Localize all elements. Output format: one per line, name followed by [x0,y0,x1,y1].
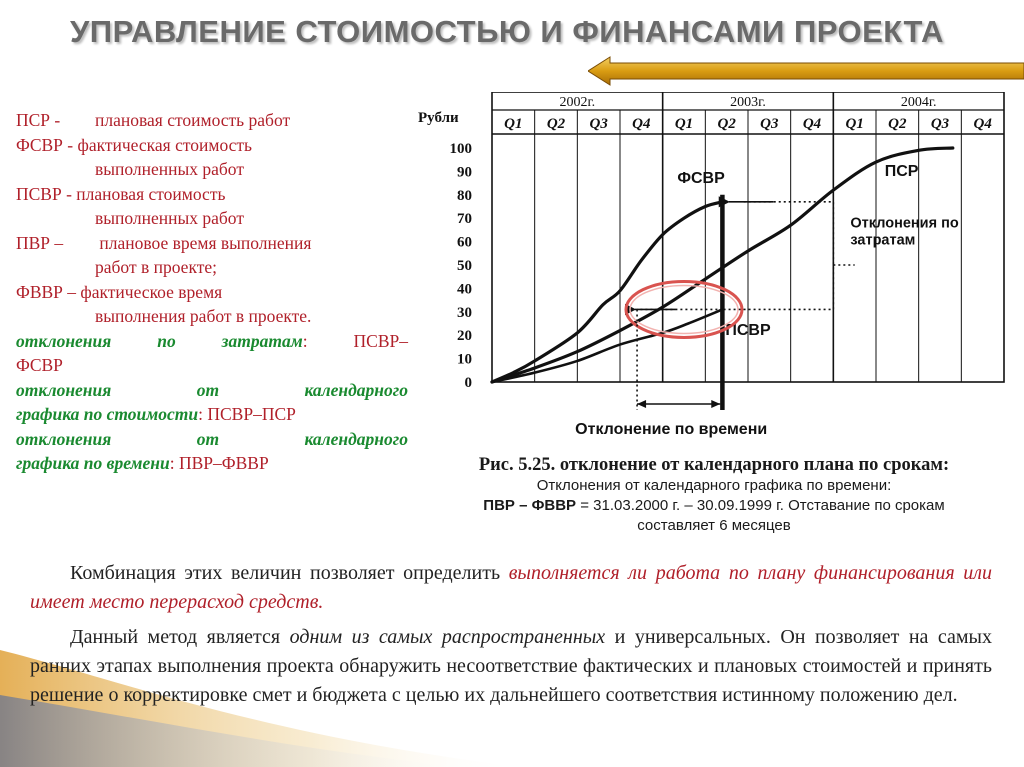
year-label: 2004г. [900,95,937,110]
year-label: 2002г. [559,95,596,110]
dev-sched-time-formula: : ПВР–ФВВР [169,453,269,473]
y-tick-label: 30 [457,304,472,321]
psvr-text-cont: выполненных работ [95,208,244,228]
slide-title: УПРАВЛЕНИЕ СТОИМОСТЬЮ И ФИНАНСАМИ ПРОЕКТА [70,14,944,49]
caption-line-1: Отклонения от календарного графика по времени: [536,477,892,494]
quarter-label: Q3 [930,116,950,132]
figure-title: отклонение от календарного плана по срокам: [559,455,950,475]
quarter-label: Q1 [674,116,694,132]
dev-cost-formula: : ПСВР– [302,330,408,351]
dev-sched-cost-label-cont: графика по стоимости [16,404,199,424]
caption-line-2: = 31.03.2000 г. – 30.09.1999 г. Отставание по срокам [576,497,945,514]
y-tick-label: 10 [457,351,472,368]
quarter-label: Q2 [546,116,566,132]
pvr-text: плановое время выполнения [95,232,312,253]
quarter-label: Q4 [632,116,651,132]
series-label: ПСР [884,163,919,181]
figure-caption [412,455,1016,536]
y-tick-label: 60 [457,234,472,251]
fvvr-text: фактическое время [80,281,223,302]
y-axis-label: Рубли [418,110,459,126]
paragraph-1-text: Комбинация этих величин позволяет определить [70,562,509,584]
fsvr-text: фактическая стоимость [77,134,253,155]
y-tick-label: 20 [457,328,472,345]
quarter-label: Q1 [845,116,864,132]
paragraph-1 [30,559,992,617]
time-deviation-arrowhead-right [711,400,720,408]
definitions-list [16,108,408,476]
y-tick-label: 0 [464,375,472,391]
time-deviation-arrowhead-left [637,400,646,408]
dev-sched-cost-formula: : ПСВР–ПСР [198,404,296,424]
paragraph-1-emphasis: выполняется ли работа по плану финансирования или имеет место перерасход средств. [30,562,992,613]
dev-sched-time-label-cont: графика по времени [16,453,170,473]
quarter-label: Q1 [504,116,523,132]
dev-cost-formula-cont: ФСВР [16,355,63,375]
quarter-label: Q2 [888,116,907,132]
dev-sched-time-label: отклонения от календарного [16,428,408,449]
paragraph-2-text-b: и универсальных. Он позволяет на самых ранних этапах выполнения проекта обнаружить несоответствие фактических и плановых стоимостей и принять решение о корректировке смет и бюджета с целью их дальнейшего соответствия истинному положению дел. [30,626,992,706]
y-tick-label: 50 [457,258,472,274]
quarter-label: Q4 [973,116,992,132]
body-text [30,559,992,710]
series-label: ФСВР [677,170,725,188]
psr-term: ПСР - [16,110,61,130]
year-label: 2003г. [730,95,766,110]
psr-text: плановая стоимость работ [95,110,291,130]
quarter-label: Q4 [802,116,822,132]
pvr-text-cont: работ в проекте; [95,257,217,277]
y-tick-label: 90 [457,164,472,181]
fvvr-term: ФВВР – [16,281,77,302]
paragraph-2 [30,623,992,710]
quarter-label: Q2 [717,116,736,132]
back-arrow-icon[interactable] [588,56,1024,86]
y-tick-label: 100 [449,141,472,157]
y-tick-label: 80 [457,187,472,204]
earned-value-chart [412,92,1016,452]
time-deviation-label: Отклонение по времени [575,421,768,438]
pvr-term: ПВР – [16,232,64,253]
dev-cost-label: отклонения по затратам [16,330,303,351]
y-tick-label: 40 [457,281,472,298]
fsvr-term: ФСВР - [16,134,74,155]
psvr-term: ПСВР - [16,183,72,204]
quarter-label: Q3 [760,116,779,132]
fvvr-text-cont: выполнения работ в проекте. [95,306,312,326]
figure-label: Рис. 5.25. [478,455,556,475]
psvr-text: плановая стоимость [76,183,226,204]
y-tick-label: 70 [457,211,472,228]
caption-formula: ПВР – ФВВР [483,497,577,514]
caption-line-3: составляет 6 месяцев [637,517,791,534]
fsvr-text-cont: выполненных работ [95,159,244,179]
series-label: ПСВР [725,322,771,340]
quarter-label: Q3 [589,116,608,132]
cost-deviation-label: Отклонения по затратам [850,215,959,249]
dev-sched-cost-label: отклонения от календарного [16,379,408,400]
paragraph-2-emphasis: одним из самых распространенных [289,626,606,648]
paragraph-2-text-a: Данный метод является [70,626,290,648]
